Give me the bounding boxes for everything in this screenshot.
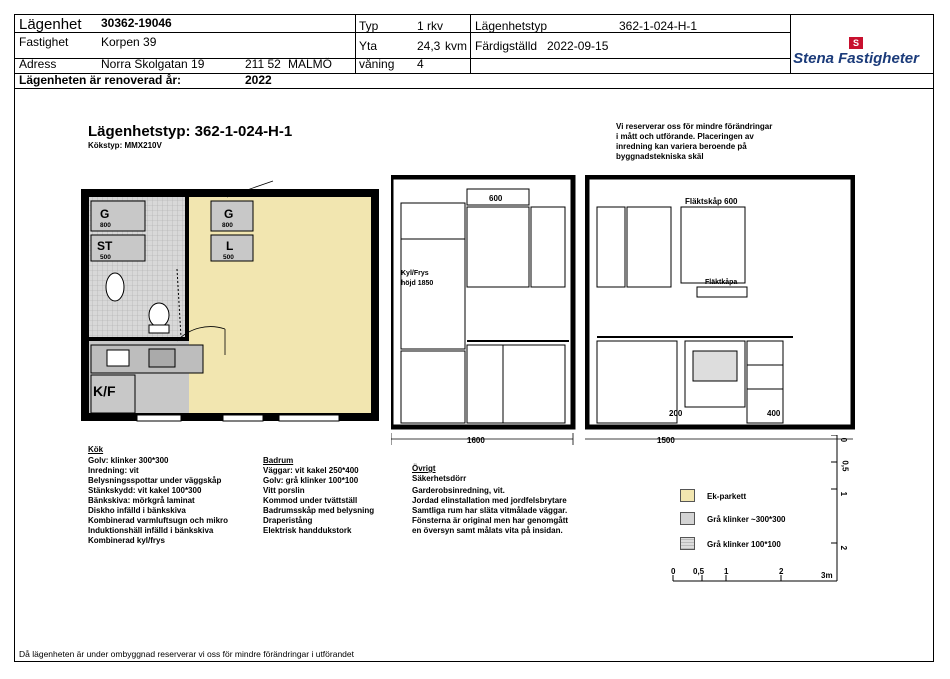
logo-mark: S	[849, 37, 863, 49]
scale-x-label: 0	[671, 567, 676, 576]
kitchen-line: Inredning: vit	[88, 466, 139, 475]
renovated-year: 2022	[245, 73, 272, 87]
kitchen-elevation-1	[391, 175, 581, 445]
address-label: Adress	[19, 57, 57, 71]
kitchen-line: Bänkskiva: mörkgrå laminat	[88, 496, 195, 505]
reservation-line-2: i mått och utförande. Placeringen av	[616, 132, 754, 141]
scale-y-label: 1	[839, 491, 849, 497]
header-table	[15, 15, 933, 88]
reservation-line-1: Vi reserverar oss för mindre förändringar	[616, 122, 773, 131]
elev2-hood-cabinet: Fläktskåp 600	[685, 197, 738, 206]
bathroom-line: Vitt porslin	[263, 486, 305, 495]
other-line: Jordad elinstallation med jordfelsbrytare	[412, 496, 567, 505]
reservation-line-4: byggnadstekniska skäl	[616, 152, 704, 161]
fridge-freezer-label: K/F	[93, 383, 116, 399]
apt-type-value: 362-1-024-H-1	[619, 19, 698, 33]
bathroom-line: Elektrisk handdukstork	[263, 526, 352, 535]
legend-label: Grå klinker ~300*300	[707, 515, 786, 524]
bathroom-line: Draperistång	[263, 516, 313, 525]
floor-plan-sheet	[14, 14, 934, 662]
elev1-top-cabinet: 600	[489, 194, 503, 203]
address-value: Norra Skolgatan 19	[101, 57, 205, 71]
bathroom-line: Väggar: vit kakel 250*400	[263, 466, 359, 475]
kitchen-line: Belysningsspottar under väggskåp	[88, 476, 222, 485]
kitchen-line: Induktionshäll infälld i bänkskiva	[88, 526, 214, 535]
other-line: Garderobsinredning, vit.	[412, 486, 505, 495]
bathroom-line: Kommod under tvättställ	[263, 496, 358, 505]
kitchen-line: Kombinerad kyl/frys	[88, 536, 165, 545]
kitchen-elevation-2	[585, 175, 855, 445]
completed-label: Färdigställd	[475, 39, 538, 53]
renovated-label: Lägenheten är renoverad år:	[19, 73, 182, 87]
kitchen-type: Kökstyp: MMX210V	[88, 141, 162, 150]
logo-text: Stena Fastigheter	[793, 50, 919, 67]
elev2-width: 1500	[657, 436, 675, 445]
other-line: Samtliga rum har släta vitmålade väggar.	[412, 506, 568, 515]
elev1-fridge: Kyl/Frys	[401, 270, 429, 277]
area-unit: kvm	[445, 39, 467, 53]
elev1-fridge-height: höjd 1850	[401, 280, 434, 287]
wardrobe-g1-size: 800	[100, 222, 111, 229]
cabinet-l-size: 500	[223, 254, 234, 261]
scale-x-label: 1	[724, 567, 729, 576]
reservation-line-3: inredning kan variera beroende på	[616, 142, 747, 151]
kitchen-line: Diskho infälld i bänkskiva	[88, 506, 186, 515]
scale-y-label: 2	[839, 545, 849, 551]
apartment-number: 30362-19046	[101, 16, 172, 30]
property-value: Korpen 39	[101, 35, 157, 49]
area-label: Yta	[359, 39, 378, 53]
floor-value: 4	[417, 57, 424, 71]
legend-label: Ek-parkett	[707, 492, 747, 501]
scale-x-label: 0,5	[693, 567, 705, 576]
other-line: en översyn samt målats vita på insidan.	[412, 526, 563, 535]
elev2-right: 400	[767, 409, 781, 418]
legend-label: Grå klinker 100*100	[707, 540, 781, 549]
floor-label: våning	[359, 57, 395, 71]
elev2-hood: Fläktkåpa	[705, 279, 738, 286]
property-label: Fastighet	[19, 35, 69, 49]
cabinet-l-label: L	[226, 239, 234, 253]
bathroom-heading: Badrum	[263, 456, 294, 465]
city: MALMÖ	[288, 57, 333, 71]
type-value: 1 rkv	[417, 19, 444, 33]
scale-x-label: 3m	[821, 571, 833, 580]
bathroom-line: Golv: grå klinker 100*100	[263, 476, 359, 485]
kitchen-line: Kombinerad varmluftsugn och mikro	[88, 516, 229, 525]
scale-bar	[665, 435, 845, 585]
elev1-width: 1600	[467, 436, 485, 445]
scale-y-label: 0,5	[840, 460, 850, 472]
wardrobe-g1-label: G	[100, 207, 110, 221]
wardrobe-g2-label: G	[224, 207, 234, 221]
kitchen-heading: Kök	[88, 445, 104, 454]
postal-code: 211 52	[245, 57, 281, 71]
apt-type-label: Lägenhetstyp	[475, 19, 548, 33]
area-value: 24,3	[417, 39, 441, 53]
footer-note: Då lägenheten är under ombyggnad reserverar vi oss för mindre förändringar i utförandet	[19, 649, 354, 659]
apartment-label: Lägenhet	[19, 16, 82, 33]
cabinet-st-label: ST	[97, 239, 113, 253]
scale-y-label: 0	[839, 437, 849, 443]
elev2-left: 200	[669, 409, 683, 418]
bathroom-line: Badrumsskåp med belysning	[263, 506, 375, 515]
type-label: Typ	[359, 19, 379, 33]
kitchen-line: Golv: klinker 300*300	[88, 456, 169, 465]
completed-value: 2022-09-15	[547, 39, 609, 53]
kitchen-line: Stänkskydd: vit kakel 100*300	[88, 486, 202, 495]
scale-x-label: 2	[779, 567, 784, 576]
other-line: Fönsterna är original men har genomgått	[412, 516, 569, 525]
plan-title: Lägenhetstyp: 362-1-024-H-1	[88, 123, 293, 140]
other-line: Säkerhetsdörr	[412, 474, 467, 483]
cabinet-st-size: 500	[100, 254, 111, 261]
stena-logo	[793, 37, 919, 67]
wardrobe-g2-size: 800	[222, 222, 233, 229]
other-heading: Övrigt	[412, 464, 436, 473]
